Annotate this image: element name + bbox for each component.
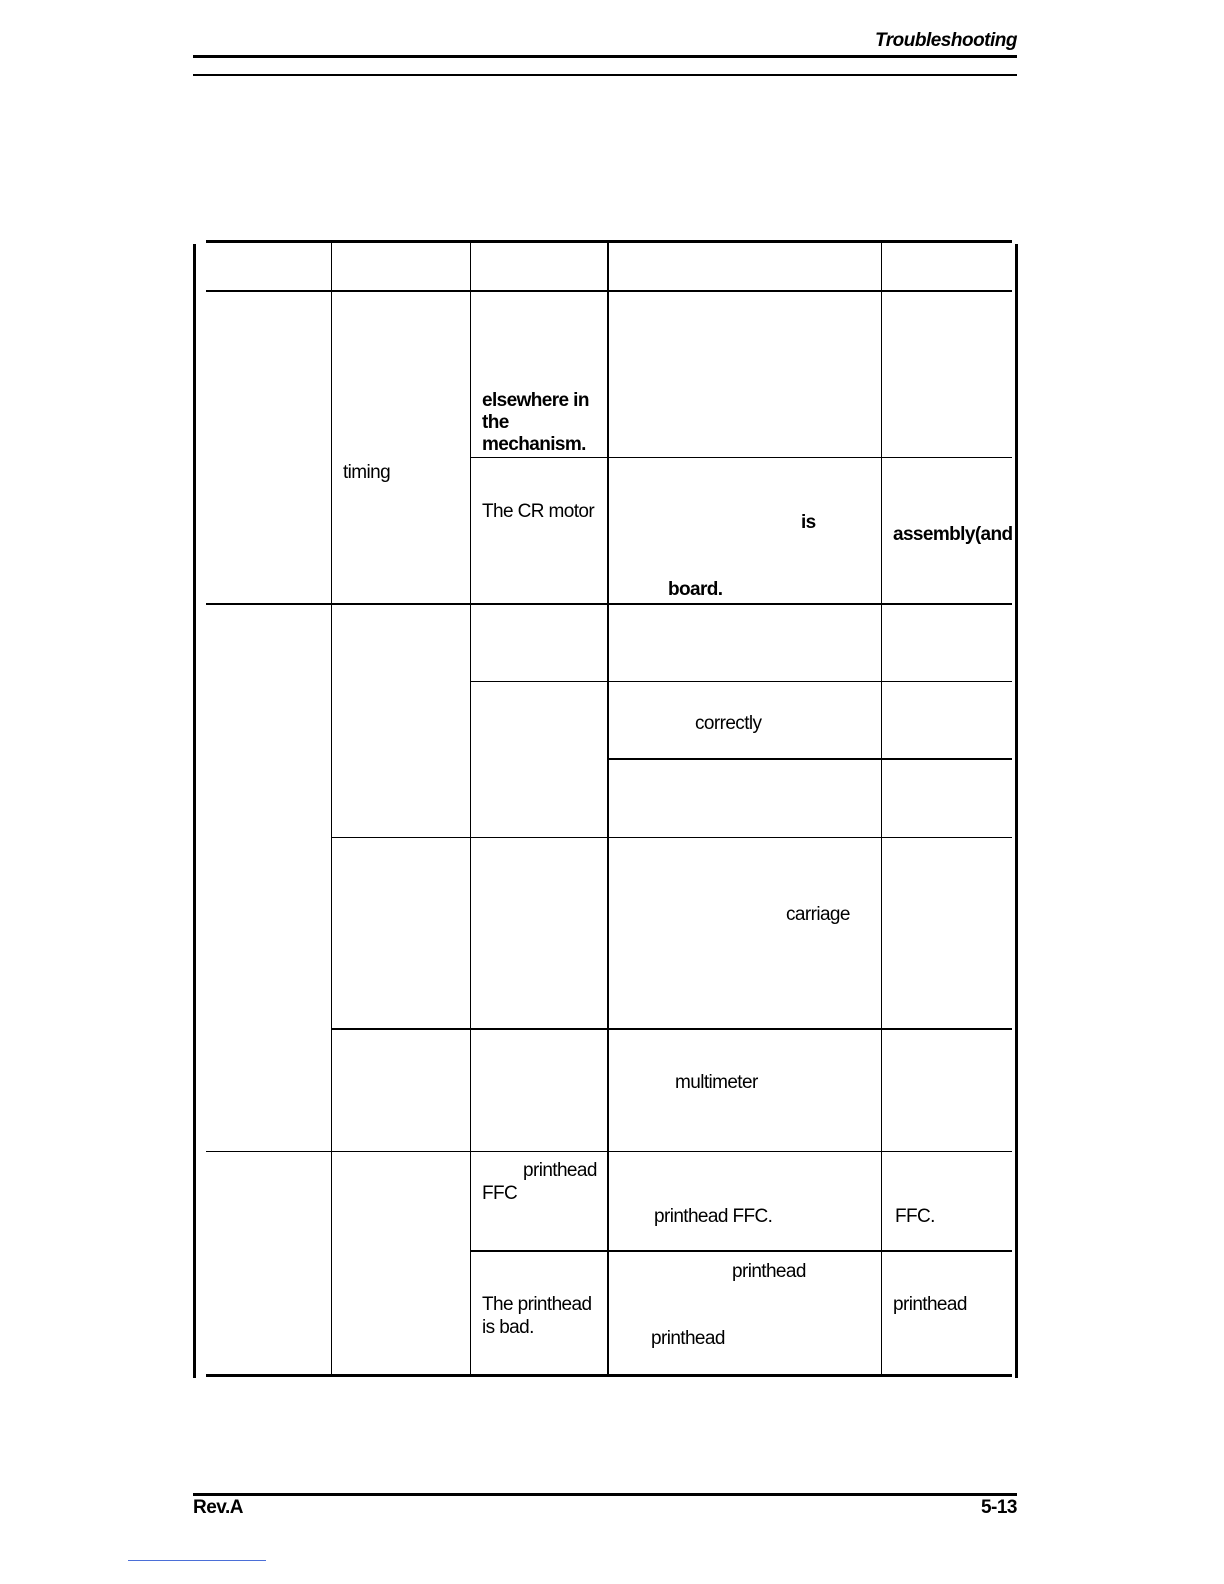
cause-text-line: FFC <box>482 1183 518 1204</box>
check-text: carriage <box>786 904 850 925</box>
cause-text-line: is bad. <box>482 1317 534 1338</box>
row-rule-2c <box>331 837 1012 838</box>
col-divider-2 <box>470 243 471 1374</box>
check-text: correctly <box>695 713 762 734</box>
check-text: printhead <box>651 1328 725 1349</box>
col-divider-1 <box>331 243 332 1374</box>
check-text: printhead <box>732 1261 806 1282</box>
row-rule-3a <box>470 1250 1012 1252</box>
check-text: printhead FFC. <box>654 1206 773 1227</box>
row-rule-group2-end <box>206 1151 1012 1152</box>
row-rule-2a <box>470 681 1012 682</box>
col-divider-3 <box>607 243 609 1374</box>
table-bottom-rule <box>206 1374 1012 1377</box>
cause-text-line: printhead <box>523 1160 597 1181</box>
check-text: board. <box>668 579 723 600</box>
solution-text: assembly(and <box>893 524 1013 545</box>
table-header-rule <box>206 290 1012 292</box>
solution-text: printhead <box>893 1294 967 1315</box>
row-rule-2d <box>331 1028 1012 1030</box>
cause-text-line: mechanism. <box>482 434 586 455</box>
row-rule-1a <box>470 457 1012 458</box>
footer-page-number: 5-13 <box>980 1497 1017 1518</box>
link-underline <box>128 1560 266 1561</box>
header-rule-thick <box>193 55 1017 58</box>
running-header-title: Troubleshooting <box>874 30 1017 51</box>
check-text: is <box>801 512 816 533</box>
check-text: multimeter <box>675 1072 758 1093</box>
cause-text-line: The printhead <box>482 1294 592 1315</box>
cause-text-line: the <box>482 412 509 433</box>
row-rule-group1-end <box>206 603 1012 605</box>
footer-revision: Rev.A <box>193 1497 243 1518</box>
table-left-bar <box>193 244 196 1378</box>
header-rule-thin <box>193 74 1017 76</box>
solution-text: FFC. <box>895 1206 935 1227</box>
row-rule-2b <box>609 758 1012 760</box>
footer-rule <box>193 1493 1017 1496</box>
condition-text: timing <box>343 462 391 483</box>
table-right-bar <box>1015 244 1018 1378</box>
col-divider-4 <box>881 243 882 1374</box>
cause-text: The CR motor <box>482 501 595 522</box>
table-top-rule <box>206 240 1012 243</box>
cause-text-line: elsewhere in <box>482 390 589 411</box>
